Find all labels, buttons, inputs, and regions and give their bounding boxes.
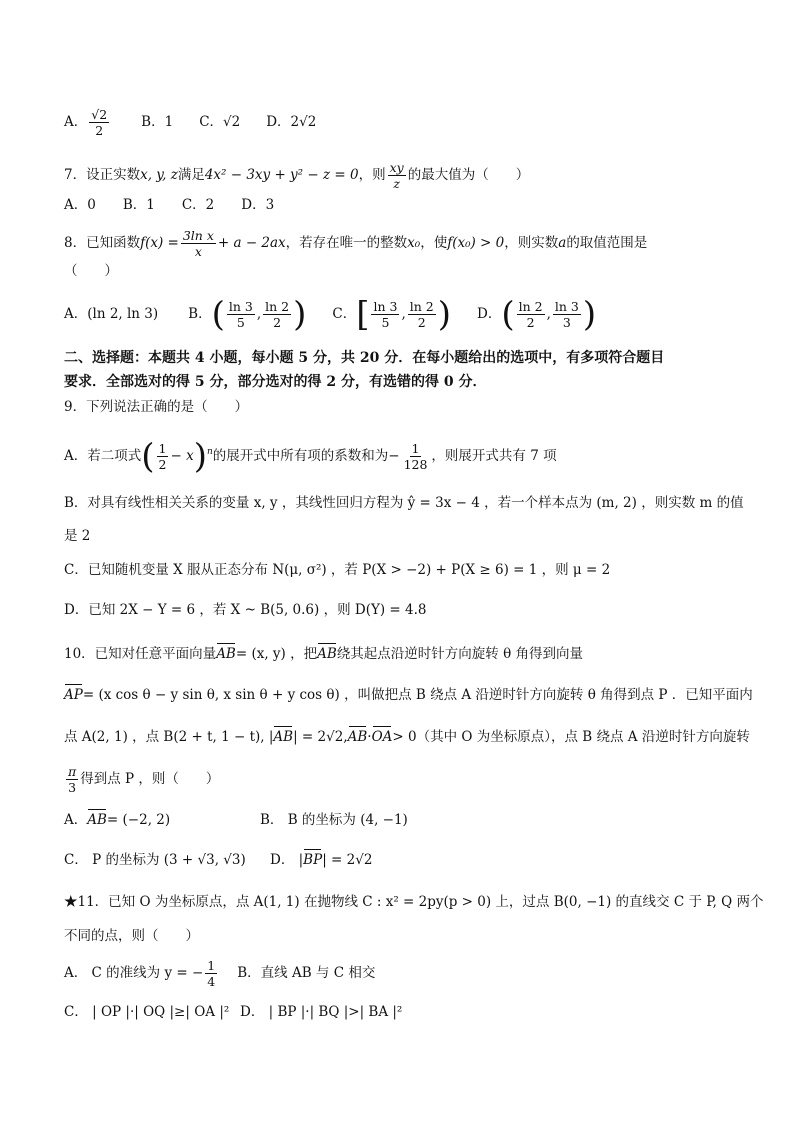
q10-l3-vector-ab-2: AB <box>347 729 368 745</box>
q7-stem-a: 7．设正实数 <box>64 167 141 183</box>
q10-a-label: A． <box>64 812 88 828</box>
q9-a-lparen: ( <box>141 436 155 477</box>
q10-l1-text-b: = (x, y) ，把 <box>235 646 318 662</box>
q8-function-tail: + a − 2ax <box>217 235 286 251</box>
q6-option-c-label: C． <box>199 114 224 130</box>
q8-b-d1: 5 <box>236 315 245 330</box>
q8-stem-d: ，则实数 <box>504 235 559 251</box>
q8-b-n2: ln 2 <box>265 299 290 314</box>
q9-option-a <box>64 436 557 477</box>
q8-c-n2: ln 2 <box>409 299 434 314</box>
q10-d-value: | = 2√2 <box>322 852 373 868</box>
q11-option-b: B．直线 AB 与 C 相交 <box>237 965 376 981</box>
q10-line3 <box>64 728 750 746</box>
q8-frac-den: x <box>194 244 202 259</box>
q9-option-b-line2: 是 2 <box>64 528 91 544</box>
q8-d-n1: ln 2 <box>518 299 543 314</box>
q6-a-den: 2 <box>95 123 104 138</box>
q9-a-rparen: ) <box>193 436 207 477</box>
q11-a-frac <box>205 958 217 989</box>
section2-heading-line2: 要求．全部选对的得 5 分，部分选对的得 2 分，有选错的得 0 分． <box>64 374 487 390</box>
q7-frac-num: xy <box>389 160 404 175</box>
q10-l3-text-a: 点 A(2, 1) ，点 B(2 + t, 1 − t), | <box>64 729 274 745</box>
q11-options-cd <box>64 1003 402 1021</box>
q6-options <box>64 107 316 138</box>
q8-b-rparen: ) <box>293 294 307 335</box>
q10-l2-text: = (x cos θ − y sin θ, x sin θ + y cos θ) ，叫做把点 B 绕点 A 沿逆时针方向旋转 θ 角得到点 P ．已知平面内 <box>82 687 753 703</box>
q6-option-d: D．2√2 <box>266 114 317 130</box>
q11-options-ab <box>64 958 375 989</box>
q6-option-c-value: √2 <box>223 114 241 130</box>
q8-d-frac1 <box>517 299 545 330</box>
q8-stem-a: 8．已知函数 <box>64 235 141 251</box>
q8-b-n1: ln 3 <box>228 299 253 314</box>
q10-three: 3 <box>68 780 77 795</box>
q8-c-d1: 5 <box>381 315 390 330</box>
q9-option-d: D．已知 2X − Y = 6 ，若 X ~ B(5, 0.6) ，则 D(Y) = 4.8 <box>64 602 427 618</box>
q8-d-d1: 2 <box>526 315 535 330</box>
q8-paren: （ ） <box>64 263 118 279</box>
q10-line4 <box>64 764 219 795</box>
q10-pi-over-3 <box>66 764 78 795</box>
q8-stem-b: ，若存在唯一的整数 <box>285 235 408 251</box>
q9-stem: 9．下列说法正确的是（ ） <box>64 399 249 415</box>
q9-a-frac-den: 2 <box>158 457 167 472</box>
q8-condition: f(x₀) > 0 <box>447 235 505 251</box>
q8-option-c-label: C． <box>332 306 357 322</box>
q11-line1: ★11．已知 O 为坐标原点，点 A(1, 1) 在抛物线 C : x² = 2py(p > 0) 上，过点 B(0, −1) 的直线交 C 于 P, Q 两个 <box>64 894 764 910</box>
q9-option-c: C．已知随机变量 X 服从正态分布 N(μ, σ²) ，若 P(X > −2) + P(X ≥ 6) = 1 ，则 μ = 2 <box>64 562 611 578</box>
q10-vector-ab-2: AB <box>317 646 337 662</box>
q11-a-text: A． C 的准线为 y = − <box>64 965 204 981</box>
q8-c-frac1 <box>371 299 399 330</box>
q8-d-frac2 <box>553 299 581 330</box>
q10-line2 <box>64 686 753 704</box>
q8-function: f(x) = <box>140 235 179 251</box>
q8-c-frac2 <box>408 299 436 330</box>
q9-a-frac2-num: 1 <box>411 441 420 456</box>
q10-d-label: D． | <box>270 852 304 868</box>
q6-a-num: √2 <box>91 107 108 122</box>
q11-line2: 不同的点，则（ ） <box>64 928 199 944</box>
q8-c-d2: 2 <box>417 315 426 330</box>
q7-equation: 4x² − 3xy + y² − z = 0 <box>204 167 359 183</box>
q8-fraction <box>181 228 216 259</box>
q7-stem-c: ，则 <box>358 167 386 183</box>
q6-option-a-fraction <box>89 107 109 138</box>
q8-stem-e: 的取值范围是 <box>566 235 648 251</box>
q8-d-lparen: ( <box>501 294 515 335</box>
q10-l3-text-b: | = 2√2, <box>293 729 348 745</box>
q8-frac-num: 3ln x <box>182 228 214 243</box>
q6-option-a-label: A． <box>64 114 88 130</box>
q8-option-a: (ln 2, ln 3) <box>87 306 159 322</box>
q10-a-value: = (−2, 2) <box>106 812 171 828</box>
q11-option-c: C． | OP |·| OQ |≥| OA |² <box>64 1004 230 1020</box>
q8-stem-c: ，使 <box>420 235 448 251</box>
q7-stem <box>64 160 529 191</box>
q10-l1-text-a: 10．已知对任意平面向量 <box>64 646 217 662</box>
q9-a-frac2 <box>402 441 430 472</box>
q8-option-b-label: B． <box>188 306 212 322</box>
q8-d-d2: 3 <box>562 315 571 330</box>
q11-a-den: 4 <box>207 974 216 989</box>
q10-line1 <box>64 645 583 663</box>
q10-option-b: B． B 的坐标为 (4, −1) <box>260 812 408 828</box>
q8-c-n1: ln 3 <box>373 299 398 314</box>
q10-option-a <box>64 811 260 829</box>
q10-pi: π <box>68 764 77 779</box>
q9-a-frac-num: 1 <box>158 441 167 456</box>
q9-a-neg: − <box>388 448 400 464</box>
q8-d-rparen: ) <box>582 294 597 335</box>
q10-a-vector: AB <box>87 812 107 828</box>
q8-b-frac2 <box>263 299 291 330</box>
q7-vars: x, y, z <box>140 167 178 183</box>
q7-options: A．0 B．1 C．2 D．3 <box>64 197 275 213</box>
q8-b-lparen: ( <box>211 294 225 335</box>
q9-a-frac2-den: 128 <box>403 457 428 472</box>
q8-b-frac1 <box>227 299 255 330</box>
q8-x0: x₀ <box>407 235 421 251</box>
q9-a-frac <box>157 441 169 472</box>
q8-options: A．(ln 2, ln 3) B．( $\frac{\ln 3}{5}$ , $\frac{\ln 2}{2}$ ) C．[ $\frac{\ln 3}{5}$ , $\frac{\ln 2}{2}$ ) D．( $\frac{\ln 2}{2}$ , $\frac{\ln 3}{3}$ ) <box>64 294 597 335</box>
q9-a-exponent: n <box>206 447 213 457</box>
q10-l3-vector-oa: OA <box>371 729 393 745</box>
q9-a-minus-x: − x <box>170 448 194 464</box>
q10-options-ab <box>64 811 408 829</box>
q10-l3-text-d: > 0（其中 O 为坐标原点），点 B 绕点 A 沿逆时针方向旋转 <box>392 729 750 745</box>
q8-option-a-label: A． <box>64 306 88 322</box>
q7-fraction <box>388 160 406 191</box>
section2-heading-line1: 二、选择题：本题共 4 小题，每小题 5 分，共 20 分．在每小题给出的选项中，有多项符合题目 <box>64 350 665 366</box>
q8-d-n2: ln 3 <box>554 299 579 314</box>
q8-c-lbracket: [ <box>356 294 370 335</box>
q8-stem <box>64 228 647 259</box>
q11-a-num: 1 <box>207 958 216 973</box>
q8-b-d2: 2 <box>273 315 282 330</box>
q11-option-d: D． | BP |·| BQ |>| BA |² <box>240 1004 403 1020</box>
q8-option-d-label: D． <box>477 306 502 322</box>
q9-option-b-line1: B．对具有线性相关关系的变量 x, y ，其线性回归方程为 ŷ = 3x − 4 ，若一个样本点为 (m, 2) ，则实数 m 的值 <box>64 495 744 511</box>
q10-l4-text: 得到点 P ，则（ ） <box>80 771 220 787</box>
q8-c-rparen: ) <box>437 294 452 335</box>
q10-l1-text-c: 绕其起点沿逆时针方向旋转 θ 角得到向量 <box>336 646 584 662</box>
q7-frac-den: z <box>393 176 400 191</box>
q9-a-text: A．若二项式 <box>64 448 142 464</box>
q10-l3-vector-ab: AB <box>273 729 294 745</box>
q6-option-b: B．1 <box>141 114 174 130</box>
q10-vector-ap: AP <box>64 687 83 703</box>
q10-d-vector: BP <box>303 852 323 868</box>
q10-options-cd <box>64 851 372 869</box>
q9-a-text-c: ，则展开式共有 7 项 <box>431 448 557 464</box>
q10-vector-ab: AB <box>216 646 236 662</box>
q8-var-a: a <box>558 235 567 251</box>
q9-a-text-b: 的展开式中所有项的系数和为 <box>212 448 389 464</box>
q10-option-c: C． P 的坐标为 (3 + √3, √3) <box>64 852 246 868</box>
q7-stem-d: 的最大值为（ ） <box>407 167 530 183</box>
q7-stem-b: 满足 <box>177 167 205 183</box>
q10-l3-dot: · <box>367 729 372 745</box>
